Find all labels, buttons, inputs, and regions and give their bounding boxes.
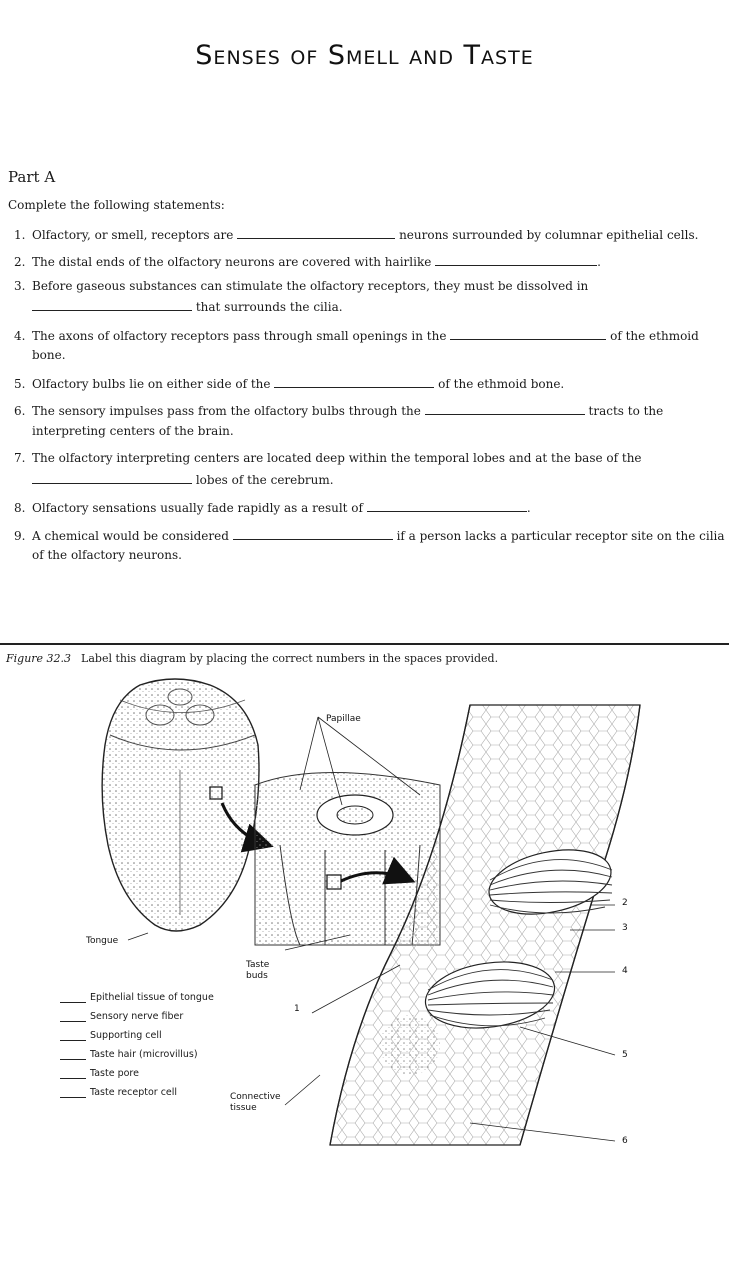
number-6: 6 (622, 1136, 628, 1146)
instructions: Complete the following statements: (8, 198, 225, 212)
question-8: 8. Olfactory sensations usually fade rapidly as a result of . (14, 501, 531, 515)
question-4-cont: bone. (32, 348, 66, 362)
number-2: 2 (622, 898, 628, 908)
label-connective-1: Connective (230, 1092, 281, 1102)
label-tongue: Tongue (86, 936, 119, 946)
part-heading: Part A (8, 168, 56, 186)
answer-blank-2[interactable] (435, 253, 597, 266)
label-taste-buds-1: Taste (246, 960, 270, 970)
key-item: Sensory nerve fiber (60, 1011, 183, 1022)
key-blank[interactable] (60, 1011, 86, 1022)
answer-blank-1[interactable] (237, 226, 395, 239)
answer-blank-6[interactable] (425, 402, 585, 415)
key-blank[interactable] (60, 1087, 86, 1098)
answer-blank-8[interactable] (367, 499, 527, 512)
question-7-cont: lobes of the cerebrum. (32, 471, 334, 487)
question-6: 6. The sensory impulses pass from the olfactory bulbs through the tracts to the (14, 404, 664, 418)
key-blank[interactable] (60, 1068, 86, 1079)
key-item: Epithelial tissue of tongue (60, 992, 214, 1003)
question-2: 2. The distal ends of the olfactory neurons are covered with hairlike . (14, 255, 601, 269)
label-taste-buds-2: buds (246, 971, 268, 981)
answer-blank-3[interactable] (32, 298, 192, 311)
question-9: 9. A chemical would be considered if a person lacks a particular receptor site on the cilia (14, 529, 725, 543)
question-4: 4. The axons of olfactory receptors pass through small openings in the of the ethmoid (14, 329, 699, 343)
question-3-cont: that surrounds the cilia. (32, 298, 343, 314)
answer-blank-4[interactable] (450, 327, 606, 340)
answer-blank-5[interactable] (274, 375, 434, 388)
key-item: Supporting cell (60, 1030, 162, 1041)
key-item: Taste pore (60, 1068, 139, 1079)
key-blank[interactable] (60, 992, 86, 1003)
question-3: 3. Before gaseous substances can stimulate the olfactory receptors, they must be dissolved in (14, 279, 589, 293)
key-blank[interactable] (60, 1030, 86, 1041)
figure-caption: Figure 32.3 Label this diagram by placing the correct numbers in the spaces provided. (6, 652, 499, 665)
answer-blank-9[interactable] (233, 527, 393, 540)
key-item: Taste receptor cell (60, 1087, 177, 1098)
key-item: Taste hair (microvillus) (60, 1049, 198, 1060)
number-4: 4 (622, 966, 628, 976)
number-3: 3 (622, 923, 628, 933)
label-connective-2: tissue (230, 1103, 257, 1113)
label-papillae: Papillae (326, 714, 361, 724)
key-blank[interactable] (60, 1049, 86, 1060)
page-title: Senses of Smell and Taste (195, 40, 534, 71)
question-6-cont: interpreting centers of the brain. (32, 424, 234, 438)
question-7: 7. The olfactory interpreting centers are located deep within the temporal lobes and at the base of the (14, 451, 642, 465)
number-5: 5 (622, 1050, 628, 1060)
number-1: 1 (294, 1004, 300, 1014)
question-1: 1. Olfactory, or smell, receptors are neurons surrounded by columnar epithelial cells. (14, 228, 699, 242)
tongue-drawing (102, 679, 259, 931)
question-5: 5. Olfactory bulbs lie on either side of the of the ethmoid bone. (14, 377, 565, 391)
section-divider (0, 643, 729, 645)
answer-blank-7[interactable] (32, 471, 192, 484)
question-9-cont: of the olfactory neurons. (32, 548, 182, 562)
taste-bud-diagram (0, 675, 729, 1175)
